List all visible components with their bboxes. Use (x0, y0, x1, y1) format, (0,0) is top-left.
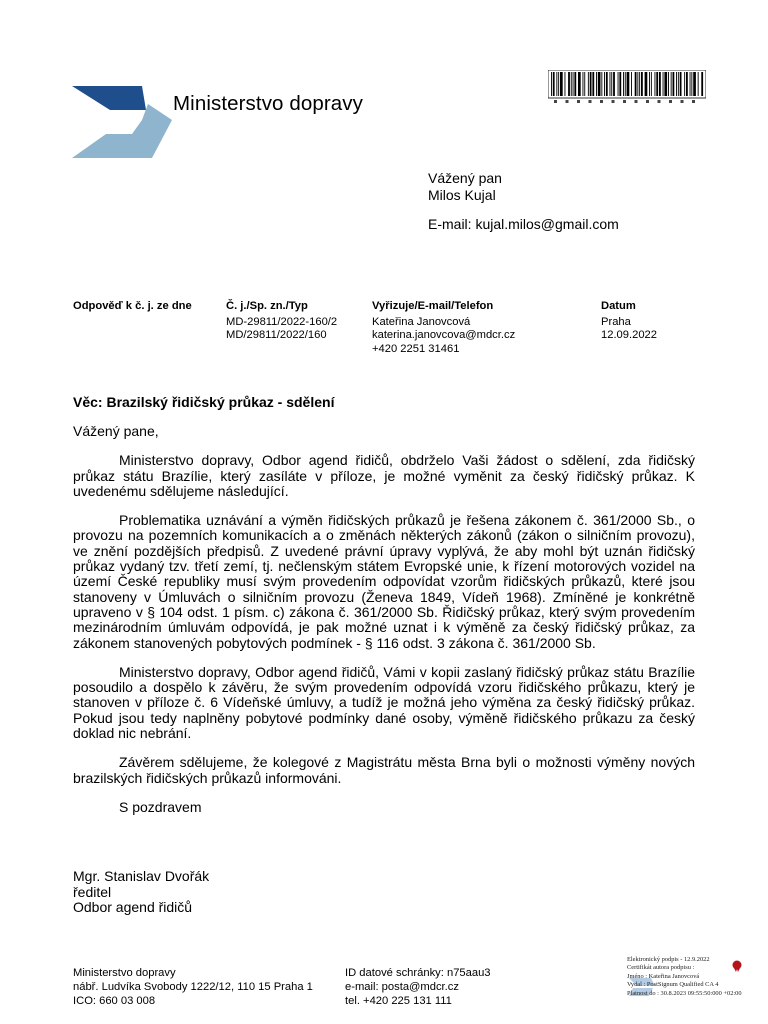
letter-body (73, 424, 695, 815)
ministry-logo-icon (72, 86, 176, 158)
body-paragraph: Ministerstvo dopravy, Odbor agend řidičů, obdrželo Vaši žádost o sdělení, zda řidičský průkaz státu Brazílie, který zasíláte v příloze, je možné vyměnit za český řidičský průkaz. K uvedenému sdělujeme následující. (73, 452, 695, 499)
body-paragraph: Závěrem sdělujeme, že kolegové z Magistrátu města Brna byli o možnosti výměny nových brazilských řidičských průkazů informováni. (73, 754, 695, 786)
meta-handler-email: katerina.janovcova@mdcr.cz (372, 329, 516, 341)
meta-date-place: Praha (601, 315, 631, 328)
esign-line-5: Platnost do : 30.8.2023 09:55:50:000 +02:00 (627, 989, 742, 997)
esign-line-2: Certifikát autora podpisu : (627, 964, 695, 972)
barcode (548, 70, 706, 106)
esign-line-3: Jméno : Kateřina Janovcová (627, 972, 700, 980)
footer-phone: tel. +420 225 131 111 (345, 995, 452, 1007)
footer-org: Ministerstvo dopravy (73, 967, 176, 979)
footer-contact (345, 966, 491, 1008)
meta-file-no-heading: Č. j./Sp. zn./Typ (226, 300, 308, 312)
meta-date-heading: Datum (601, 300, 636, 312)
signature-block (73, 869, 209, 916)
footer-street: nábř. Ludvíka Svobody 1222/12, 110 15 Praha 1 (73, 981, 313, 993)
recipient-salutation: Vážený pan (428, 170, 502, 186)
footer-ico: ICO: 660 03 008 (73, 995, 156, 1007)
letter-closing: S pozdravem (119, 798, 202, 815)
footer-address (73, 966, 313, 1008)
meta-reply-ref-heading: Odpověď k č. j. ze dne (73, 300, 192, 312)
esign-line-4: Vydal : PostSignum Qualified CA 4 (627, 981, 719, 989)
recipient-email: E-mail: kujal.milos@gmail.com (428, 216, 619, 232)
meta-handler-heading: Vyřizuje/E-mail/Telefon (372, 300, 494, 312)
signature-department: Odbor agend řidičů (73, 899, 193, 915)
signature-name: Mgr. Stanislav Dvořák (73, 868, 210, 884)
letter-greeting: Vážený pane, (73, 423, 159, 439)
meta-reply-ref (73, 300, 192, 316)
electronic-signature-stamp (627, 956, 755, 1006)
meta-file-no-line2: MD/29811/2022/160 (226, 329, 327, 341)
meta-handler-phone: +420 2251 31461 (372, 342, 460, 355)
body-paragraph: Problematika uznávání a výměn řidičských průkazů je řešena zákonem č. 361/2000 Sb., o provozu na pozemních komunikacích a o změnách některých zákonů (zákon o silničním provozu), ve znění pozdějších předpisů. Z uvedené právní úpravy vyplývá, že aby mohl být uznán řidičský průkaz vydaný tzv. třetí zemí, tj. nečlenským státem Evropské unie, k řízení motorových vozidel na území České republiky musí svým provedením odpovídat vzorům řidičských průkazů, které jsou stanoveny v Úmluvách o silničním provozu (Ženeva 1849, Vídeň 1968). Zmíněné je konkrétně upraveno v § 104 odst. 1 písm. c) zákona č. 361/2000 Sb. Řidičský průkaz, který svým provedením mezinárodním úmluvám odpovídá, je pak možné uznat i k výměně za český řidičský průkaz, za zákonem stanovených pobytových podmínek - § 116 odst. 3 zákona č. 361/2000 Sb. (73, 512, 695, 651)
letter-subject: Věc: Brazilský řidičský průkaz - sdělení (73, 394, 335, 410)
meta-file-no (226, 300, 337, 343)
signature-title: ředitel (73, 883, 112, 900)
meta-date (601, 300, 657, 343)
meta-handler (372, 300, 515, 356)
footer-email: e-mail: posta@mdcr.cz (345, 981, 459, 993)
recipient-block (428, 170, 619, 233)
meta-handler-name: Kateřina Janovcová (372, 315, 471, 328)
meta-date-value: 12.09.2022 (601, 329, 657, 341)
recipient-name: Milos Kujal (428, 187, 496, 203)
ministry-name: Ministerstvo dopravy (173, 92, 363, 115)
footer-databox: ID datové schránky: n75aau3 (345, 967, 491, 979)
meta-file-no-line1: MD-29811/2022-160/2 (226, 315, 338, 328)
esign-line-1: Elektronický podpis - 12.9.2022 (627, 956, 710, 963)
body-paragraph: Ministerstvo dopravy, Odbor agend řidičů, Vámi v kopii zaslaný řidičský průkaz státu Brazílie posoudilo a dospělo k závěru, že svým provedením odpovídá vzoru řidičského průkazu, který je stanoven v příloze č. 6 Vídeňské úmluvy, a tudíž je možná jeho výměna za český řidičský průkaz. Pokud jsou tedy naplněny pobytové podmínky dané osoby, výměně řidičského průkazu za český doklad nic nebrání. (73, 663, 695, 742)
